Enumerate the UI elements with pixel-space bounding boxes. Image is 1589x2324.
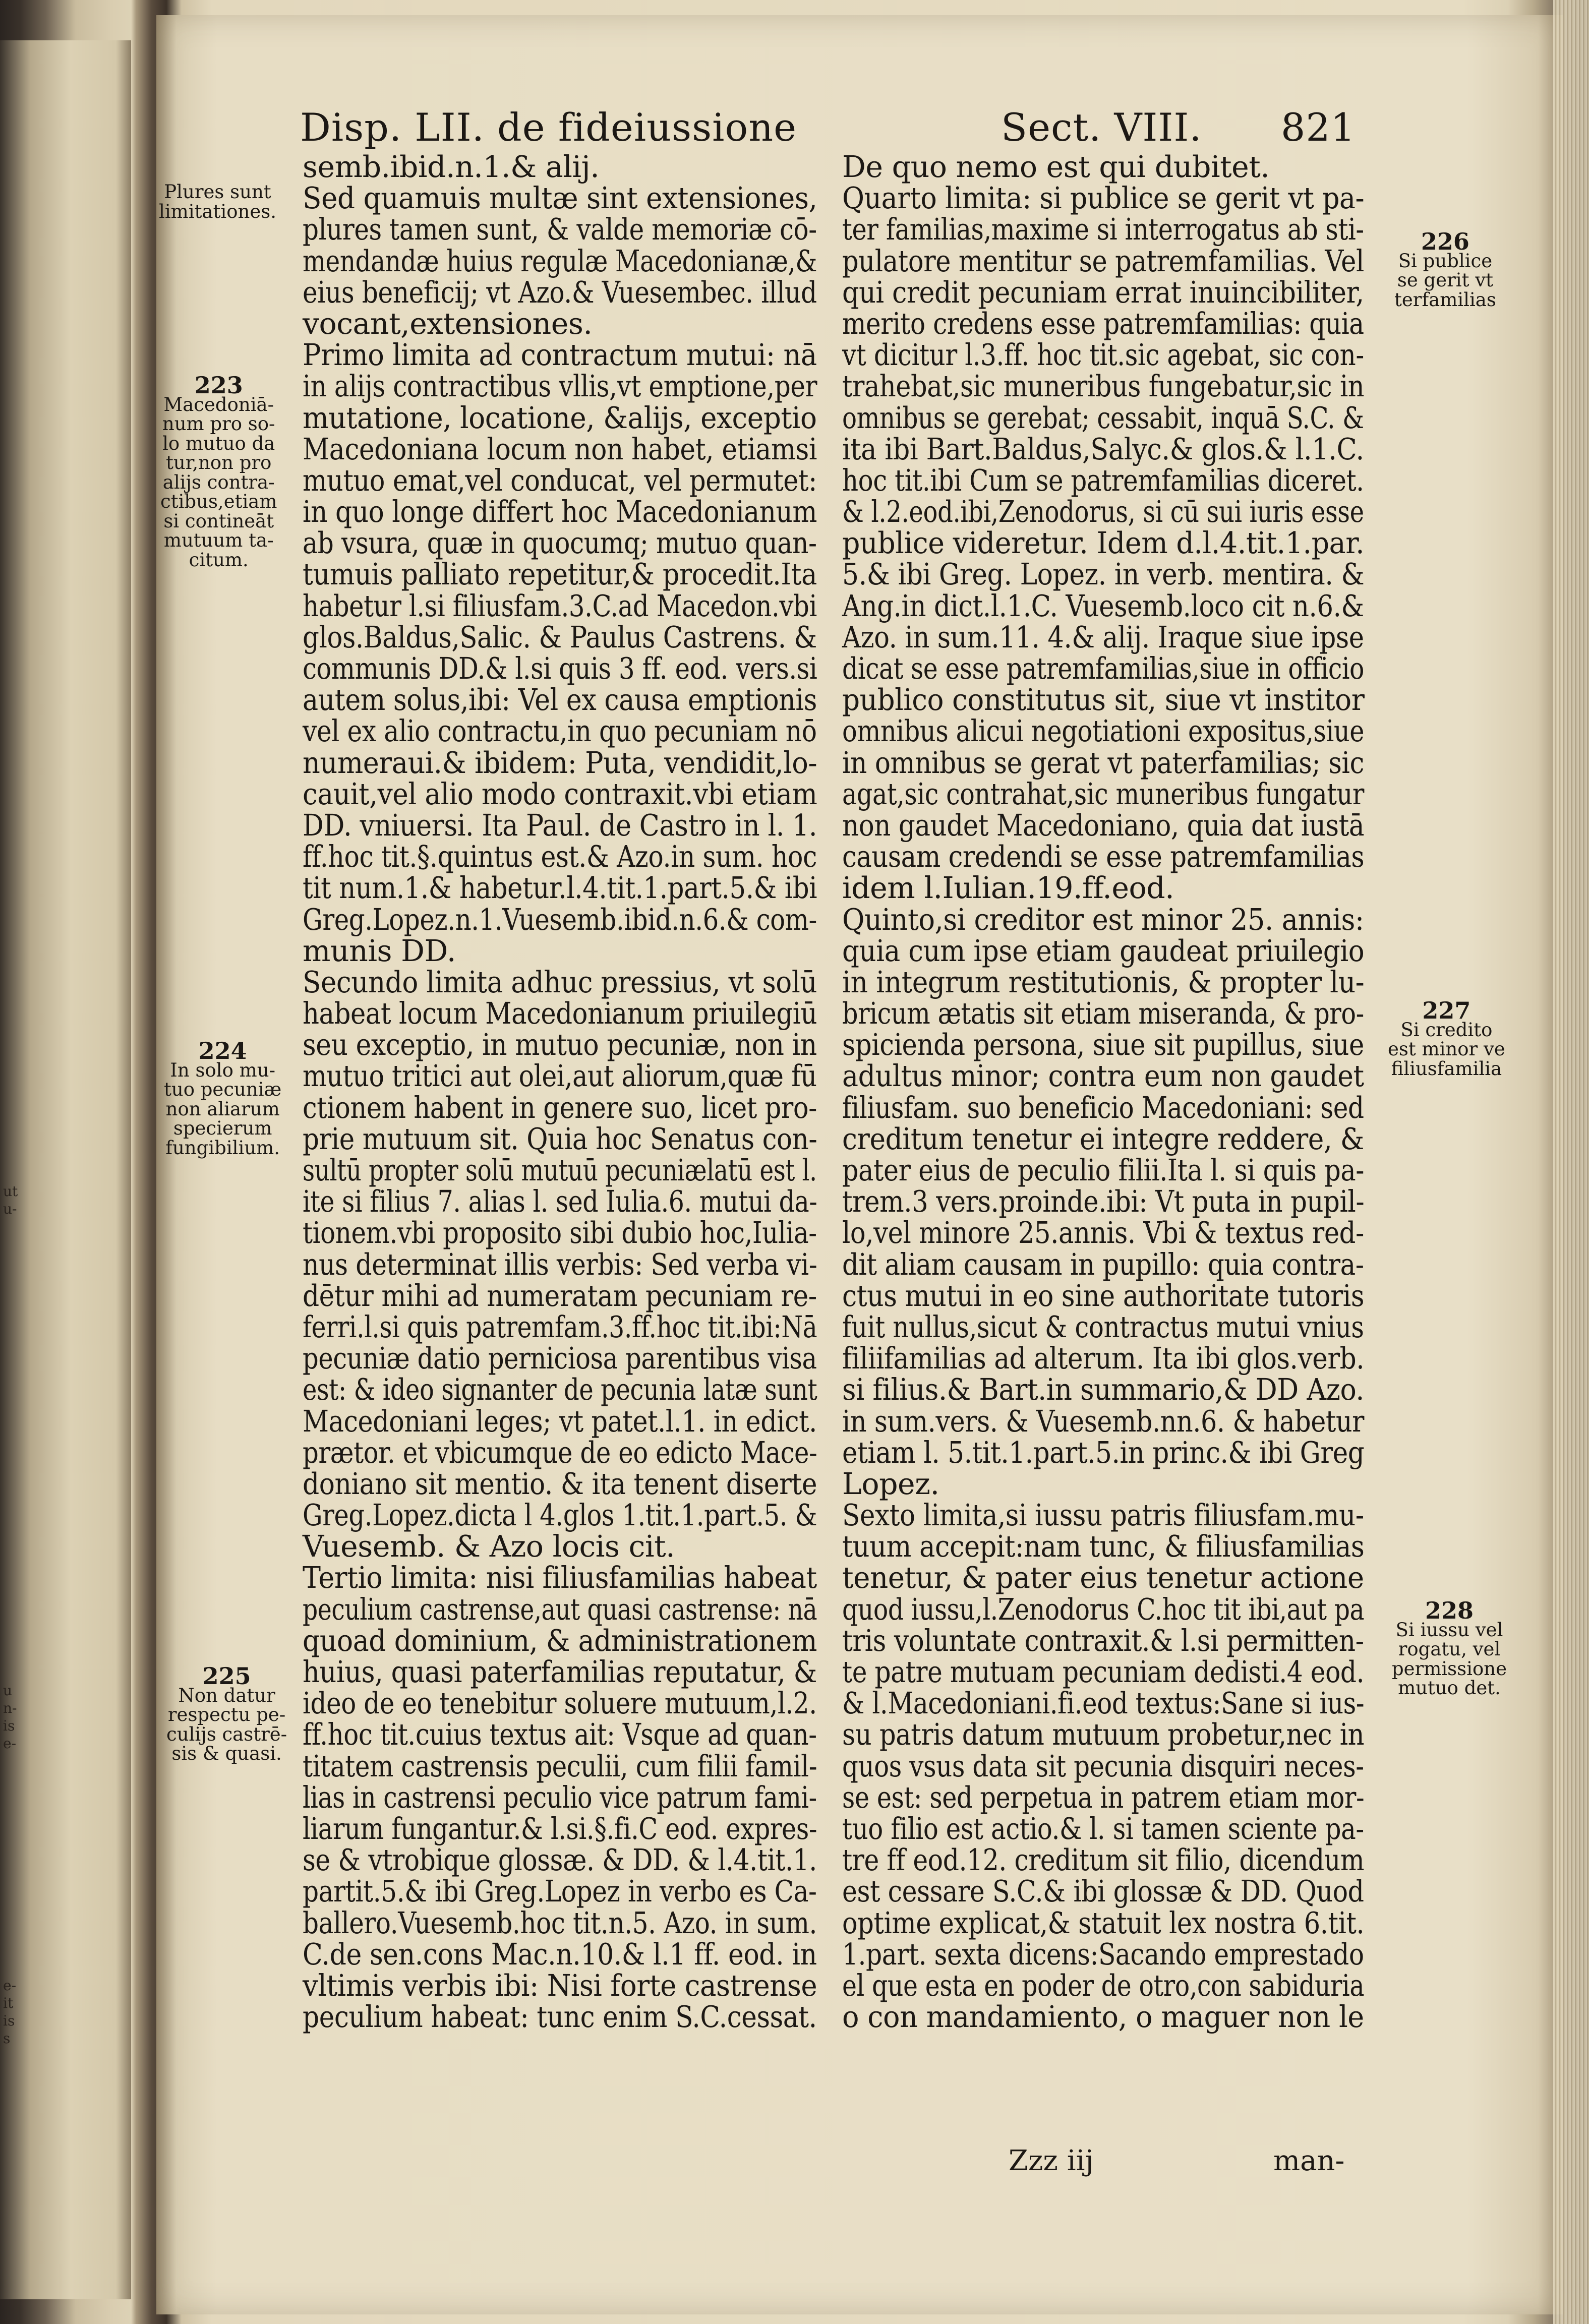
left-page-fragment: ut u- [3, 1183, 18, 1217]
margin-note-226: 226 Si publice se gerit vt terfamilias [1394, 228, 1496, 311]
text-line: est: & ideo signanter de pecunia latæ sunt [303, 1373, 817, 1407]
margin-note-limitations: Plures sunt limitationes. [159, 181, 276, 222]
text-line: Sexto limita,si iussu patris filiusfam.mu- [842, 1498, 1364, 1533]
text-line: quia cum ipse etiam gaudeat priuilegio [842, 933, 1365, 968]
text-line: & l.Macedoniani.fi.eod textus:Sane si ius- [842, 1686, 1365, 1721]
text-line: ter familias,maxime si interrogatus ab sti- [842, 212, 1364, 247]
text-line: est cessare S.C.& ibi glossæ & DD. Quod [842, 1874, 1364, 1909]
left-page-fragment: u n- is e- [3, 1682, 17, 1752]
text-line: omnibus se gerebat; cessabit, inquā S.C. & [842, 400, 1364, 435]
text-line: omnibus alicui negotiationi expositus,siue [842, 714, 1365, 749]
text-line: seu exceptio, in mutuo pecuniæ, non in [303, 1028, 817, 1062]
text-line: vltimis verbis ibi: Nisi forte castrense [303, 1968, 817, 2003]
text-line: semb.ibid.n.1.& alij. [303, 150, 600, 184]
text-line: Vuesemb. & Azo locis cit. [303, 1529, 675, 1564]
text-line: qui credit pecuniam errat inuincibiliter, [842, 275, 1364, 310]
signature-mark: Zzz iij [1009, 2144, 1094, 2177]
text-line: numeraui.& ibidem: Puta, vendidit,lo- [303, 745, 817, 780]
margin-note-228: 228 Si iussu vel rogatu, vel permissione mutuo det. [1392, 1597, 1507, 1699]
text-line: doniano sit mentio. & ita tenent diserte [303, 1466, 817, 1501]
text-line: bricum ætatis sit etiam miseranda, & pro- [842, 996, 1364, 1031]
text-line: partit.5.& ibi Greg.Lopez in verbo es Ca- [303, 1874, 817, 1909]
text-line: & l.2.eod.ibi,Zenodorus, si cū sui iuris esse [842, 495, 1364, 529]
text-line: ctus mutui in eo sine authoritate tutoris [842, 1278, 1365, 1313]
text-line: prie mutuum sit. Quia hoc Senatus con- [303, 1121, 817, 1156]
text-line: in omnibus se gerat vt paterfamilias; sic [842, 745, 1364, 780]
text-line: dētur mihi ad numeratam pecuniam re- [303, 1278, 817, 1313]
text-line: Azo. in sum.11. 4.& alij. Iraque siue ipse [842, 620, 1364, 654]
text-line: in sum.vers. & Vuesemb.nn.6. & habetur [842, 1404, 1365, 1439]
text-line: vel ex alio contractu,in quo pecuniam nō [303, 714, 817, 749]
text-line: Tertio limita: nisi filiusfamilias habeat [303, 1561, 817, 1595]
text-line: 5.& ibi Greg. Lopez. in verb. mentira. & [842, 557, 1365, 592]
text-line: eius beneficij; vt Azo.& Vuesembec. illud [303, 275, 817, 310]
text-line: creditum tenetur ei integre reddere, & [842, 1121, 1364, 1156]
text-column-right [842, 151, 1476, 2033]
text-line: se & vtrobique glossæ. & DD. & l.4.tit.1. [303, 1843, 817, 1878]
text-line: publico constitutus sit, siue vt institor [842, 683, 1365, 718]
text-line: dit aliam causam in pupillo: quia contra- [842, 1247, 1364, 1282]
text-line: ballero.Vuesemb.hoc tit.n.5. Azo. in sum. [303, 1905, 817, 1940]
text-line: tuo filio est actio.& l. si tamen sciente pa- [842, 1811, 1364, 1846]
catchword: man- [1273, 2144, 1345, 2177]
text-line: ferri.l.si quis patremfam.3.ff.hoc tit.ibi:Nā [303, 1309, 817, 1344]
text-line: Secundo limita adhuc pressius, vt solū [303, 965, 817, 999]
page-stack-edge [1553, 0, 1589, 2324]
text-line: autem solus,ibi: Vel ex causa emptionis [303, 683, 817, 718]
text-line: lias in castrensi peculio vice patrum fami- [303, 1780, 817, 1815]
text-line: trem.3 vers.proinde.ibi: Vt puta in pupil- [842, 1184, 1365, 1219]
text-line: Greg.Lopez.dicta l 4.glos 1.tit.1.part.5. & [303, 1498, 817, 1533]
text-line: te patre mutuam pecuniam dedisti.4 eod. [842, 1655, 1365, 1689]
text-line: mutuo tritici aut olei,aut aliorum,quæ fū [303, 1059, 817, 1094]
text-line: communis DD.& l.si quis 3 ff. eod. vers.si [303, 651, 817, 686]
text-line: Quinto,si creditor est minor 25. annis: [842, 902, 1364, 937]
text-line: liarum fungantur.& l.si.§.fi.C eod. expres- [303, 1811, 817, 1846]
page-number: 821 [1281, 105, 1356, 150]
text-line: in integrum restitutionis, & propter lu- [842, 965, 1365, 999]
text-line: el que esta en poder de otro,con sabiduria [842, 1968, 1365, 2003]
text-line: DD. vniuersi. Ita Paul. de Castro in l. 1. [303, 808, 817, 843]
text-line: dicat se esse patremfamilias,siue in officio [842, 651, 1365, 686]
text-line: non gaudet Macedoniano, quia dat iustā [842, 808, 1365, 843]
text-line: lo,vel minore 25.annis. Vbi & textus red- [842, 1216, 1364, 1250]
text-line: De quo nemo est qui dubitet. [842, 150, 1270, 184]
text-line: peculium habeat: tunc enim S.C.cessat. [303, 2000, 817, 2035]
margin-note-224: 224 In solo mu- tuo pecuniæ non aliarum specierum fungibilium. [164, 1037, 282, 1159]
text-line: titatem castrensis peculii, cum filii famil- [303, 1749, 817, 1783]
text-line: pulatore mentitur se patremfamilias. Vel [842, 244, 1364, 278]
text-line: Macedoniana locum non habet, etiamsi [303, 432, 817, 466]
text-line: filiusfam. suo beneficio Macedoniani: sed [842, 1090, 1364, 1125]
text-line: Greg.Lopez.n.1.Vuesemb.ibid.n.6.& com- [303, 902, 817, 937]
text-line: ff.hoc tit.cuius textus ait: Vsque ad quan- [303, 1717, 817, 1752]
text-line: o con mandamiento, o maguer non le [842, 2000, 1364, 2035]
text-line: Quarto limita: si publice se gerit vt pa- [842, 181, 1365, 216]
text-line: hoc tit.ibi Cum se patremfamilias diceret. [842, 463, 1364, 498]
text-line: pater eius de peculio filii.Ita l. si quis pa- [842, 1153, 1364, 1187]
margin-note-227: 227 Si credito est minor ve filiusfamilia [1388, 997, 1505, 1080]
text-line: trahebat,sic muneribus fungebatur,sic in [842, 369, 1365, 404]
margin-note-223: 223 Macedoniā- num pro so- lo mutuo da tur,non pro alijs contra- ctibus,etiam si contineāt mutuum ta- citum. [160, 372, 277, 571]
text-line: vocant,extensiones. [303, 306, 593, 341]
text-line: etiam l. 5.tit.1.part.5.in princ.& ibi Greg [842, 1435, 1365, 1470]
text-line: mutuo emat,vel conducat, vel permutet: [303, 463, 817, 498]
text-line: merito credens esse patremfamilias: quia [842, 306, 1364, 341]
text-line: adultus minor; contra eum non gaudet [842, 1059, 1364, 1094]
text-line: filiifamilias ad alterum. Ita ibi glos.verb. [842, 1341, 1365, 1376]
text-line: Ang.in dict.l.1.C. Vuesemb.loco cit n.6.& [842, 588, 1364, 623]
text-line: huius, quasi paterfamilias reputatur, & [303, 1655, 817, 1689]
text-line: Macedoniani leges; vt patet.l.1. in edict. [303, 1404, 817, 1439]
text-line: quod iussu,l.Zenodorus C.hoc tit ibi,aut pa [842, 1592, 1365, 1627]
running-head-title: Disp. LII. de fideiussione [300, 105, 797, 150]
text-line: idem l.Iulian.19.ff.eod. [842, 871, 1174, 906]
text-line: ff.hoc tit.§.quintus est.& Azo.in sum. hoc [303, 840, 817, 874]
text-line: quoad dominium, & administrationem [303, 1623, 817, 1658]
text-line: Primo limita ad contractum mutui: nā [303, 338, 817, 373]
text-line: ita ibi Bart.Baldus,Salyc.& glos.& l.1.C. [842, 432, 1364, 466]
text-line: ab vsura, quæ in quocumq; mutuo quan- [303, 526, 817, 561]
text-line: tre ff eod.12. creditum sit filio, dicendum [842, 1843, 1365, 1878]
text-line: in alijs contractibus vllis,vt emptione,per [303, 369, 817, 404]
margin-note-225: 225 Non datur respectu pe- culijs castrē- sis & quasi. [166, 1662, 287, 1764]
text-line: Lopez. [842, 1466, 939, 1501]
text-line: plures tamen sunt, & valde memoriæ cō- [303, 212, 817, 247]
left-page-fragment: e- it is s [3, 1977, 17, 2047]
text-line: habetur l.si filiusfam.3.C.ad Macedon.vbi [303, 588, 817, 623]
text-line: mutatione, locatione, &alijs, exceptio [303, 400, 817, 435]
text-line: ideo de eo tenebitur soluere mutuum,l.2. [303, 1686, 817, 1721]
text-line: su patris datum mutuum probetur,nec in [842, 1717, 1365, 1752]
text-line: Sed quamuis multæ sint extensiones, [303, 181, 817, 216]
text-line: prætor. et vbicumque de eo edicto Mace- [303, 1435, 817, 1470]
text-line: optime explicat,& statuit lex nostra 6.tit. [842, 1905, 1365, 1940]
text-line: glos.Baldus,Salic. & Paulus Castrens. & [303, 620, 817, 654]
text-line: tris voluntate contraxit.& l.si permitten- [842, 1623, 1364, 1658]
text-line: agat,sic contrahat,sic muneribus fungatur [842, 777, 1364, 811]
text-line: tuum accepit:nam tunc, & filiusfamilias [842, 1529, 1365, 1564]
text-line: quos vsus data sit pecunia disquiri neces- [842, 1749, 1364, 1783]
text-line: nus determinat illis verbis: Sed verba vi- [303, 1247, 817, 1282]
text-line: 1.part. sexta dicens:Sacando emprestado [842, 1937, 1364, 1972]
text-line: tionem.vbi proposito sibi dubio hoc,Iulia- [303, 1216, 817, 1250]
text-line: sultū propter solū mutuū pecuniælatū est l. [303, 1153, 817, 1187]
text-line: se est: sed perpetua in patrem etiam mor- [842, 1780, 1365, 1815]
text-line: ite si filius 7. alias l. sed Iulia.6. mutui da- [303, 1184, 817, 1219]
text-line: tit num.1.& habetur.l.4.tit.1.part.5.& ibi [303, 871, 817, 906]
text-line: munis DD. [303, 933, 456, 968]
text-line: causam credendi se esse patremfamilias [842, 840, 1365, 874]
text-line: pecuniæ datio perniciosa parentibus visa [303, 1341, 817, 1376]
text-line: vt dicitur l.3.ff. hoc tit.sic agebat, sic con- [842, 338, 1364, 373]
text-line: mendandæ huius regulæ Macedonianæ,& [303, 244, 817, 278]
left-page-edge [0, 40, 131, 2299]
text-line: habeat locum Macedonianum priuilegiū [303, 996, 817, 1031]
text-line: si filius.& Bart.in summario,& DD Azo. [842, 1373, 1364, 1407]
text-line: publice videretur. Idem d.l.4.tit.1.par. [842, 526, 1365, 561]
text-line: tumuis palliato repetitur,& procedit.Ita [303, 557, 817, 592]
text-line: ctionem habent in genere suo, licet pro- [303, 1090, 817, 1125]
text-line: fuit nullus,sicut & contractus mutui vnius [842, 1309, 1364, 1344]
text-line: in quo longe differt hoc Macedonianum [303, 495, 817, 529]
text-line: spicienda persona, siue sit pupillus, siue [842, 1028, 1364, 1062]
text-line: peculium castrense,aut quasi castrense: nā [303, 1592, 817, 1627]
running-head-section: Sect. VIII. [1001, 105, 1202, 150]
text-line: cauit,vel alio modo contraxit.vbi etiam [303, 777, 817, 811]
text-line: C.de sen.cons Mac.n.10.& l.1 ff. eod. in [303, 1937, 817, 1972]
text-line: tenetur, & pater eius tenetur actione [842, 1561, 1364, 1595]
